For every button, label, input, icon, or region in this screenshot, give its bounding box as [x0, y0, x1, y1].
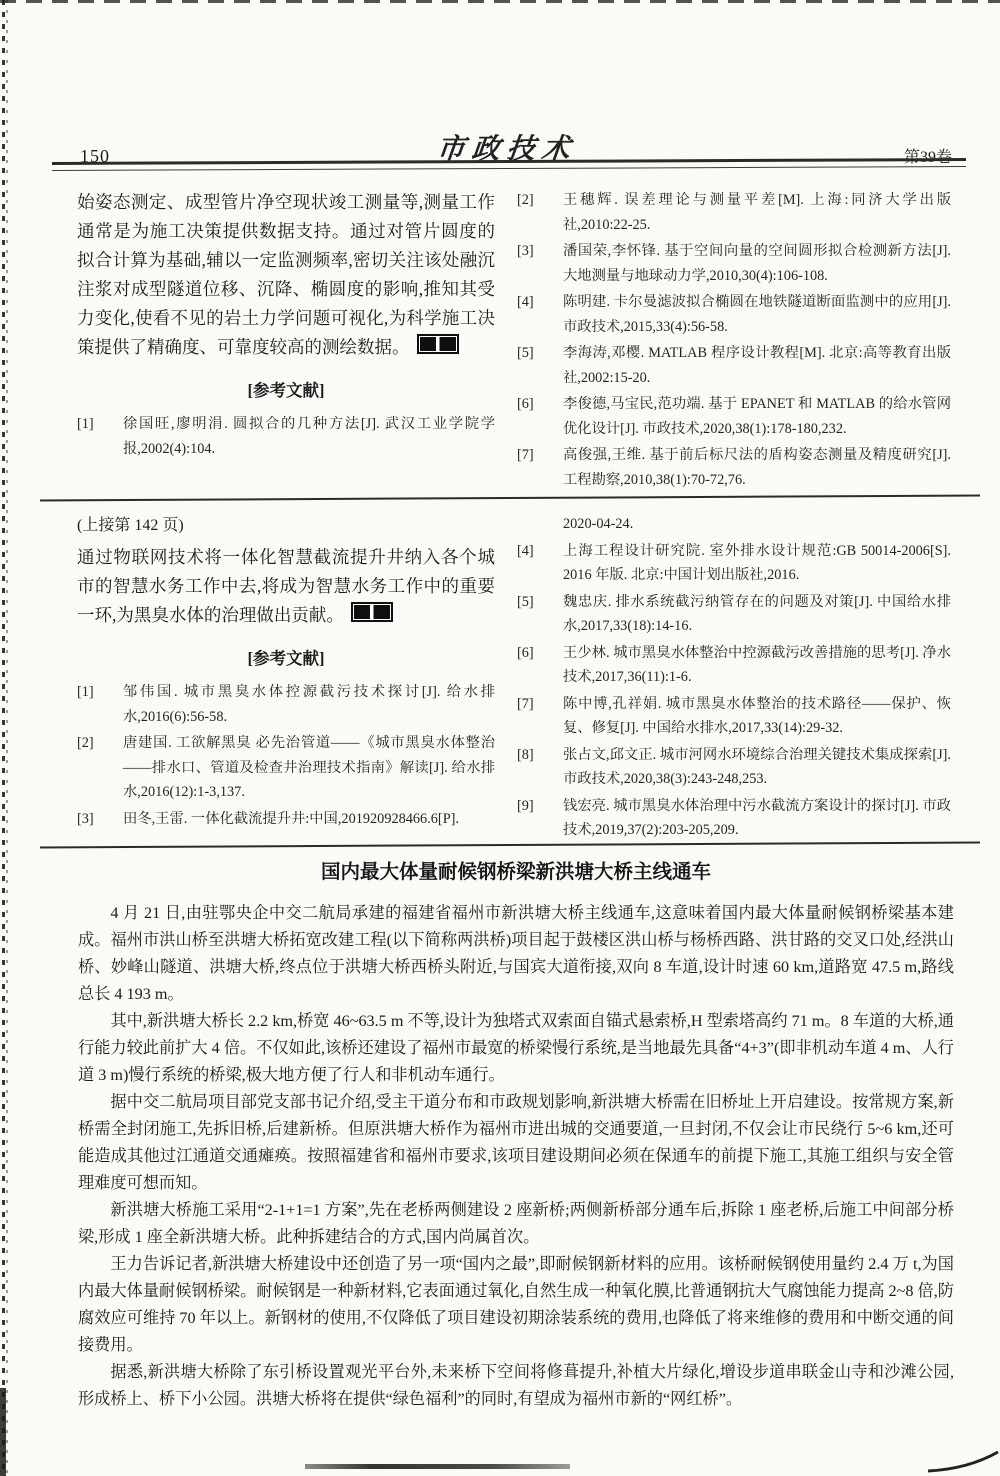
- reference-number: [1]: [77, 416, 94, 432]
- news-paragraph: 据中交二航局项目部党支部书记介绍,受主干道分布和市政规划影响,新洪塘大桥需在旧桥址上开启建设。按常规方案,新桥需全封闭施工,先拆旧桥,后建新桥。但原洪塘大桥作为福州市进出城的交通要道,一旦封闭,不仅会让市民绕行 5~6 km,还可能造成其他过江通道交通瘫痪。按照福建省和福州市要求,该项目建设期间必须在保通车的前提下施工,其施工组织与安全管理难度可想而知。: [78, 1093, 954, 1192]
- scan-artifact-bottom-bar: [305, 1464, 570, 1469]
- article-2-body-paragraph: [77, 543, 495, 630]
- reference-item: [517, 341, 951, 390]
- end-of-article-mark: [417, 334, 459, 354]
- reference-text: 邹伟国. 城市黑臭水体控源截污技术探讨[J]. 给水排水,2016(6):56-58.: [123, 684, 495, 725]
- reference-text: 钱宏亮. 城市黑臭水体治理中污水截流方案设计的探讨[J]. 市政技术,2019,37(2):203-205,209.: [563, 797, 951, 838]
- article-2-body-text: 通过物联网技术将一体化智慧截流提升井纳入各个城市的智慧水务工作中去,将成为智慧水务工作中的重要一环,为黑臭水体的治理做出贡献。: [77, 547, 495, 625]
- reference-text: 李俊德,马宝民,范功端. 基于 EPANET 和 MATLAB 的给水管网优化设计[J]. 市政技术,2020,38(1):178-180,232.: [563, 396, 951, 437]
- reference-item: [77, 807, 495, 832]
- continued-from-note: (上接第 142 页): [77, 517, 184, 534]
- reference-number: [2]: [517, 192, 534, 208]
- scan-artifact-top-edge: [0, 0, 1000, 3]
- reference-text: 陈明建. 卡尔曼滤波拟合椭圆在地铁隧道断面监测中的应用[J]. 市政技术,2015,33(4):56-58.: [563, 294, 951, 335]
- reference-text: 田冬,王雷. 一体化截流提升井:中国,201920928466.6[P].: [123, 810, 459, 827]
- article-1-left-column: [77, 188, 495, 494]
- reference-number: [4]: [517, 294, 534, 310]
- reference-item: [517, 794, 951, 843]
- reference-number: [3]: [77, 810, 94, 827]
- article-1-body-text: 始姿态测定、成型管片净空现状竣工测量等,测量工作通常是为施工决策提供数据支持。通过对管片圆度的拟合计算为基础,辅以一定监测频率,密切关注该处融沉注浆对成型隧道位移、沉降、椭圆度的影响,推知其受力变化,使看不见的岩土力学问题可视化,为科学施工决策提供了精确度、可靠度较高的测绘数据。: [77, 192, 495, 357]
- reference-text: 上海工程设计研究院. 室外排水设计规范:GB 50014-2006[S]. 2016 年版. 北京:中国计划出版社,2016.: [563, 542, 951, 583]
- reference-item: [517, 539, 951, 588]
- reference-item: [517, 443, 951, 492]
- reference-number: [8]: [517, 746, 534, 763]
- article-1-right-column: [517, 188, 951, 494]
- reference-item: [77, 680, 495, 729]
- reference-text: 徐国旺,廖明涓. 圆拟合的几种方法[J]. 武汉工业学院学报,2002(4):104.: [123, 416, 495, 457]
- reference-item: [517, 290, 951, 339]
- reference-item: [517, 188, 951, 237]
- reference-item: [517, 590, 951, 639]
- reference-text: 陈中博,孔祥娟. 城市黑臭水体整治的技术路径——保护、恢复、修复[J]. 中国给水排水,2017,33(14):29-32.: [563, 695, 951, 736]
- scan-artifact-left-edge: [0, 0, 10, 1476]
- reference-text: 唐建国. 工欲解黑臭 必先治管道——《城市黑臭水体整治——排水口、管道及检查井治理技术指南》解读[J]. 给水排水,2016(12):1-3,137.: [123, 735, 495, 800]
- reference-item: [517, 392, 951, 441]
- reference-number: [6]: [517, 644, 534, 661]
- reference-item: [517, 641, 951, 690]
- article-2-left-column: [77, 512, 495, 845]
- reference-number: [4]: [517, 542, 534, 559]
- reference-number: [6]: [517, 396, 534, 412]
- page-number: 150: [80, 146, 110, 166]
- journal-title: 市政技术: [435, 134, 579, 165]
- reference-number: [5]: [517, 593, 534, 610]
- news-title: 国内最大体量耐候钢桥梁新洪塘大桥主线通车: [320, 862, 711, 883]
- reference-text: 潘国荣,李怀锋. 基于空间向量的空间圆形拟合检测新方法[J]. 大地测量与地球动力学,2010,30(4):106-108.: [563, 243, 951, 284]
- reference-item: [517, 692, 951, 741]
- reference-text: 王少林. 城市黑臭水体整治中控源截污改善措施的思考[J]. 净水技术,2017,36(11):1-6.: [563, 644, 951, 685]
- reference-text: 王穗辉. 误差理论与测量平差[M]. 上海:同济大学出版社,2010:22-25.: [563, 192, 951, 233]
- news-paragraph: 王力告诉记者,新洪塘大桥建设中还创造了另一项“国内之最”,即耐候钢新材料的应用。该桥耐候钢使用量约 2.4 万 t,为国内最大体量耐候钢桥梁。耐候钢是一种新材料,它表面通过氧化,自然生成一种氧化膜,比普通钢抗大气腐蚀能力提高 2~8 倍,防腐效应可维持 70 年以上。新钢材的使用,不仅降低了项目建设初期涂装系统的费用,也降低了将来维修的费用和中断交通的间接费用。: [78, 1255, 954, 1354]
- news-paragraph: 其中,新洪塘大桥长 2.2 km,桥宽 46~63.5 m 不等,设计为独塔式双索面自锚式悬索桥,H 型索塔高约 71 m。8 车道的大桥,通行能力较此前扩大 4 倍。不仅如此,该桥还建设了福州市最宽的桥梁慢行系统,是当地最先具备“4+3”(即非机动车道 4 m、人行道 3 m)慢行系统的桥梁,极大地方便了行人和非机动车通行。: [78, 1012, 954, 1084]
- volume-label: 第39卷: [903, 149, 952, 166]
- reference-number: [2]: [77, 735, 94, 751]
- references-heading: [参考文献]: [247, 381, 325, 400]
- reference-number: [9]: [517, 797, 534, 814]
- news-paragraph: 4 月 21 日,由驻鄂央企中交二航局承建的福建省福州市新洪塘大桥主线通车,这意味着国内最大体量耐候钢桥梁基本建成。福州市洪山桥至洪塘大桥拓宽改建工程(以下简称两洪桥)项目起于鼓楼区洪山桥与杨桥西路、洪甘路的交叉口处,经洪山桥、妙峰山隧道、洪塘大桥,终点位于洪塘大桥西桥头附近,与国宾大道衔接,双向 8 车道,设计时速 60 km,道路宽 47.5 m,路线总长 4 193 m。: [78, 904, 954, 1003]
- references-heading: [参考文献]: [247, 649, 325, 668]
- news-article-section: [78, 856, 954, 1413]
- article-2-section: [77, 512, 951, 845]
- scan-artifact-left-edge-bottom: [0, 1388, 6, 1476]
- reference-number: [7]: [517, 447, 534, 463]
- reference-number: [7]: [517, 695, 534, 712]
- reference-number: [5]: [517, 345, 534, 361]
- reference-item: [517, 743, 951, 792]
- reference-number: [1]: [77, 684, 94, 700]
- scan-artifact-corner-curve: [928, 1448, 1000, 1474]
- news-paragraph: 据悉,新洪塘大桥除了东引桥设置观光平台外,未来桥下空间将修葺提升,补植大片绿化,增设步道串联金山寺和沙滩公园,形成桥上、桥下小公园。洪塘大桥将在提供“绿色福利”的同时,有望成为福州市新的“网红桥”。: [78, 1363, 954, 1408]
- news-paragraph: 新洪塘大桥施工采用“2-1+1=1 方案”,先在老桥两侧建设 2 座新桥;两侧新桥部分通车后,拆除 1 座老桥,后施工中间部分桥梁,形成 1 座全新洪塘大桥。此种拆建结合的方式,国内尚属首次。: [78, 1201, 954, 1246]
- reference-text: 李海涛,邓樱. MATLAB 程序设计教程[M]. 北京:高等教育出版社,2002:15-20.: [563, 345, 951, 386]
- reference-number: [3]: [517, 243, 534, 259]
- reference-item: [77, 731, 495, 805]
- reference-item: [77, 412, 495, 461]
- article-1-body-paragraph: [77, 188, 495, 362]
- reference-text: 2020-04-24.: [563, 516, 634, 532]
- end-of-article-mark: [351, 602, 393, 622]
- article-2-right-column: [517, 512, 951, 845]
- section-divider: [40, 495, 980, 502]
- reference-continuation: [517, 512, 951, 537]
- article-1-section: [77, 188, 951, 494]
- reference-text: 张占文,邱文正. 城市河网水环境综合治理关键技术集成探索[J]. 市政技术,2020,38(3):243-248,253.: [563, 746, 951, 787]
- reference-item: [517, 239, 951, 288]
- reference-text: 高俊强,王维. 基于前后标尺法的盾构姿态测量及精度研究[J]. 工程勘察,2010,38(1):70-72,76.: [563, 447, 951, 488]
- reference-number: [517, 512, 563, 537]
- reference-text: 魏忠庆. 排水系统截污纳管存在的问题及对策[J]. 中国给水排水,2017,33(18):14-16.: [563, 593, 951, 634]
